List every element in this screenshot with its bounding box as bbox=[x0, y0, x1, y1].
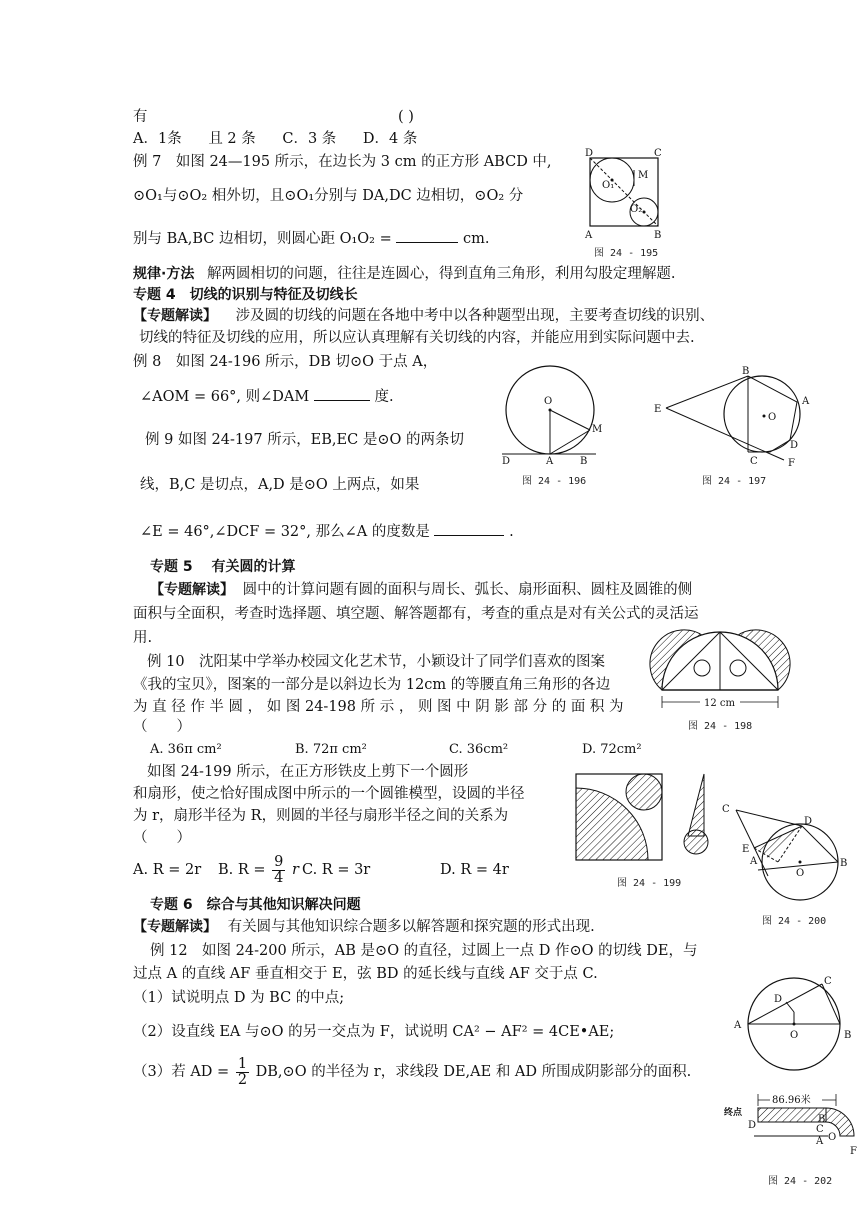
ex10-opt-c: C. 36cm² bbox=[449, 742, 509, 757]
label-f: F bbox=[788, 458, 795, 469]
label-a: A bbox=[734, 1020, 742, 1031]
dim-86-96: 86.96米 bbox=[772, 1095, 811, 1106]
ex12-q2: （2）设直线 EA 与⊙O 的另一交点为 F，试说明 CA² − AF² = 4CE•AE; bbox=[133, 1024, 615, 1040]
ex12-line1: 例 12 如图 24-200 所示，AB 是⊙O 的直径，过圆上一点 D 作⊙O 的切线 DE，与 bbox=[150, 943, 698, 959]
ex12-q3-pre: （3）若 AD = bbox=[133, 1064, 230, 1080]
topic6-interp-text: 有关圆与其他知识综合题多以解答题和探究题的形式出现. bbox=[227, 919, 595, 935]
label-c: C bbox=[722, 804, 730, 815]
topic6-interp1 bbox=[133, 917, 595, 937]
ex10-line3: 为 直 径 作 半 圆 ， 如 图 24-198 所 示 ， 则 图 中 阴 影 部 分 的 面 积 为 bbox=[133, 699, 624, 715]
ex11-opt-d: D. R = 4r bbox=[440, 862, 509, 878]
ex11-opt-b-post: r bbox=[292, 862, 299, 878]
ex11-line3: 为 r，扇形半径为 R，则圆的半径与扇形半径之间的关系为 bbox=[133, 808, 509, 824]
ex9-period: . bbox=[509, 524, 514, 540]
ex9-line3-text: ∠E = 46°,∠DCF = 32°, 那么∠A 的度数是 bbox=[140, 524, 430, 540]
topic5-interp1 bbox=[150, 580, 692, 600]
ex12-q3 bbox=[133, 1052, 691, 1092]
label-b: B bbox=[818, 1114, 826, 1125]
label-d: D bbox=[790, 440, 799, 451]
ex7-line1: 例 7 如图 24—195 所示，在边长为 3 cm 的正方形 ABCD 中, bbox=[133, 154, 552, 170]
fig198-caption: 图 24 - 198 bbox=[688, 721, 753, 732]
label-o: O bbox=[544, 396, 553, 407]
fig199-caption: 图 24 - 199 bbox=[617, 878, 682, 889]
figure-24-195 bbox=[582, 150, 662, 258]
ex10-paren: （ ） bbox=[133, 719, 191, 735]
topic6-title: 专题 6 综合与其他知识解决问题 bbox=[150, 897, 361, 913]
label-m: M bbox=[592, 424, 603, 435]
figure-24-202 bbox=[724, 1088, 858, 1178]
fraction-num: 9 bbox=[274, 853, 284, 870]
topic6-interp-label: 【专题解读】 bbox=[133, 919, 217, 935]
label-b: B bbox=[580, 456, 588, 467]
topic4-title: 专题 4 切线的识别与特征及切线长 bbox=[133, 287, 358, 303]
ex10-opt-d: D. 72cm² bbox=[582, 742, 642, 757]
label-b: B bbox=[840, 858, 848, 869]
ex12-q1: （1）试说明点 D 为 BC 的中点; bbox=[133, 990, 345, 1006]
figure-24-199 bbox=[572, 770, 717, 865]
label-d: D bbox=[774, 994, 783, 1005]
label-c: C bbox=[824, 976, 832, 987]
fig197-caption: 图 24 - 197 bbox=[702, 476, 767, 487]
figure-24-198 bbox=[650, 620, 790, 715]
option-a bbox=[133, 129, 417, 149]
label-end-point: 终点 bbox=[724, 1108, 743, 1118]
topic5-title: 专题 5 有关圆的计算 bbox=[150, 559, 296, 575]
ex12-q3-post: DB,⊙O 的半径为 r，求线段 DE,AE 和 AD 所围成阴影部分的面积. bbox=[255, 1064, 692, 1080]
ex8-line1: 例 8 如图 24-196 所示，DB 切⊙O 于点 A， bbox=[133, 354, 438, 370]
topic4-interp-label: 【专题解读】 bbox=[133, 308, 217, 324]
method-label: 规律·方法 bbox=[133, 266, 195, 282]
method-text: 解两圆相切的问题，往往是连圆心，得到直角三角形，利用勾股定理解题. bbox=[206, 266, 676, 282]
dim-12cm: 12 cm bbox=[704, 698, 735, 709]
option-a-text: A．1条 bbox=[133, 131, 182, 147]
answer-paren: ( ) bbox=[398, 109, 414, 125]
topic4-interp2: 切线的特征及切线的应用，所以应认真理解有关切线的内容，并能应用到实际问题中去. bbox=[139, 330, 695, 346]
ex12-line2: 过点 A 的直线 AF 垂直相交于 E，弦 BD 的延长线与直线 AF 交于点 C. bbox=[133, 966, 598, 982]
label-o: O bbox=[768, 412, 777, 423]
ex11-line2: 和扇形，使之恰好围成图中所示的一个圆锥模型，设圆的半径 bbox=[133, 786, 525, 802]
ex8-line2 bbox=[140, 386, 394, 407]
ex9-line1: 例 9 如图 24-197 所示，EB,EC 是⊙O 的两条切 bbox=[145, 432, 464, 448]
label-e: E bbox=[742, 844, 750, 855]
fraction-9-4 bbox=[272, 855, 285, 886]
label-c: C bbox=[750, 456, 758, 467]
ex11-opt-b-pre: B. R = bbox=[218, 862, 266, 878]
fig195-caption: 图 24 - 195 bbox=[594, 248, 659, 259]
ex11-opt-b bbox=[218, 852, 299, 888]
ex9-line2: 线，B,C 是切点，A,D 是⊙O 上两点，如果 bbox=[140, 477, 420, 493]
label-b: B bbox=[654, 230, 662, 241]
ex9-line3 bbox=[140, 521, 514, 542]
label-o1: O₁ bbox=[602, 180, 615, 191]
ex7-line2: ⊙O₁与⊙O₂ 相外切，且⊙O₁分别与 DA,DC 边相切，⊙O₂ 分 bbox=[133, 188, 524, 204]
label-d: D bbox=[502, 456, 511, 467]
ex11-line1: 如图 24-199 所示，在正方形铁皮上剪下一个圆形 bbox=[147, 764, 469, 780]
label-a: A bbox=[750, 856, 758, 867]
label-b: B bbox=[742, 366, 750, 377]
fraction-1-2 bbox=[236, 1057, 249, 1088]
ex7-line3-text: 别与 BA,BC 边相切，则圆心距 O₁O₂ = bbox=[133, 231, 392, 247]
figure-24-201 bbox=[728, 978, 856, 1080]
label-e: E bbox=[654, 404, 662, 415]
ex7-unit: cm. bbox=[462, 231, 490, 247]
topic4-interp-text: 涉及圆的切线的问题在各地中考中以各种题型出现，主要考查切线的识别、 bbox=[235, 308, 715, 324]
label-a: A bbox=[585, 230, 593, 241]
ex10-opt-a: A. 36π cm² bbox=[150, 742, 222, 757]
label-o: O bbox=[828, 1132, 837, 1143]
ex10-opt-b: B. 72π cm² bbox=[295, 742, 367, 757]
topic5-interp2: 面积与全面积，考查时选择题、填空题、解答题都有，考查的重点是对有关公式的灵活运 bbox=[133, 606, 699, 622]
figure-24-196 bbox=[498, 368, 608, 468]
ex11-opt-c: C. R = 3r bbox=[302, 862, 371, 878]
ex11-opt-a: A. R = 2r bbox=[133, 862, 202, 878]
ex10-line2: 《我的宝贝》，图案的一部分是以斜边长为 12cm 的等腰直角三角形的各边 bbox=[133, 677, 611, 693]
ex10-line1: 例 10 沈阳某中学举办校园文化艺术节，小颖设计了同学们喜欢的图案 bbox=[147, 654, 606, 670]
fraction-num: 1 bbox=[237, 1055, 248, 1072]
option-d-text: D．4 条 bbox=[362, 131, 418, 147]
label-c: C bbox=[654, 148, 662, 159]
label-f: F bbox=[850, 1146, 857, 1157]
fig200-caption: 图 24 - 200 bbox=[762, 916, 827, 927]
label-b: B bbox=[844, 1030, 852, 1041]
label-c: C bbox=[816, 1124, 824, 1135]
label-o: O bbox=[790, 1030, 799, 1041]
answer-blank bbox=[314, 386, 370, 401]
fig202-caption: 图 24 - 202 bbox=[768, 1176, 833, 1187]
fraction-den: 4 bbox=[274, 869, 284, 886]
ex11-paren: （ ） bbox=[133, 830, 191, 846]
label-a: A bbox=[802, 396, 810, 407]
label-a: A bbox=[816, 1136, 824, 1147]
fig196-caption: 图 24 - 196 bbox=[522, 476, 587, 487]
topic5-interp3: 用. bbox=[133, 630, 153, 646]
label-o: O bbox=[796, 868, 805, 879]
option-c-text: C．3 条 bbox=[282, 131, 337, 147]
question-tail-text: 有 bbox=[133, 109, 148, 125]
figure-24-197 bbox=[652, 368, 827, 468]
answer-blank bbox=[396, 228, 458, 243]
figure-24-200 bbox=[718, 800, 853, 910]
option-b-text: 且 2 条 bbox=[208, 131, 256, 147]
ex8-line2-text: ∠AOM = 66°, 则∠DAM bbox=[140, 389, 310, 405]
topic5-interp-text: 圆中的计算问题有圆的面积与周长、弧长、扇形面积、圆柱及圆锥的侧 bbox=[242, 582, 693, 598]
ex8-unit: 度. bbox=[374, 389, 394, 405]
topic4-interp1 bbox=[133, 306, 714, 326]
ex7-line3 bbox=[133, 228, 489, 249]
answer-blank bbox=[434, 521, 504, 536]
label-d: D bbox=[804, 816, 813, 827]
method-line bbox=[133, 264, 676, 284]
label-m: M bbox=[638, 170, 649, 181]
fraction-den: 2 bbox=[237, 1071, 248, 1088]
label-o2: O₂ bbox=[630, 204, 643, 215]
label-a: A bbox=[546, 456, 554, 467]
label-d: D bbox=[748, 1120, 757, 1131]
topic5-interp-label: 【专题解读】 bbox=[150, 582, 234, 598]
label-d: D bbox=[585, 148, 594, 159]
